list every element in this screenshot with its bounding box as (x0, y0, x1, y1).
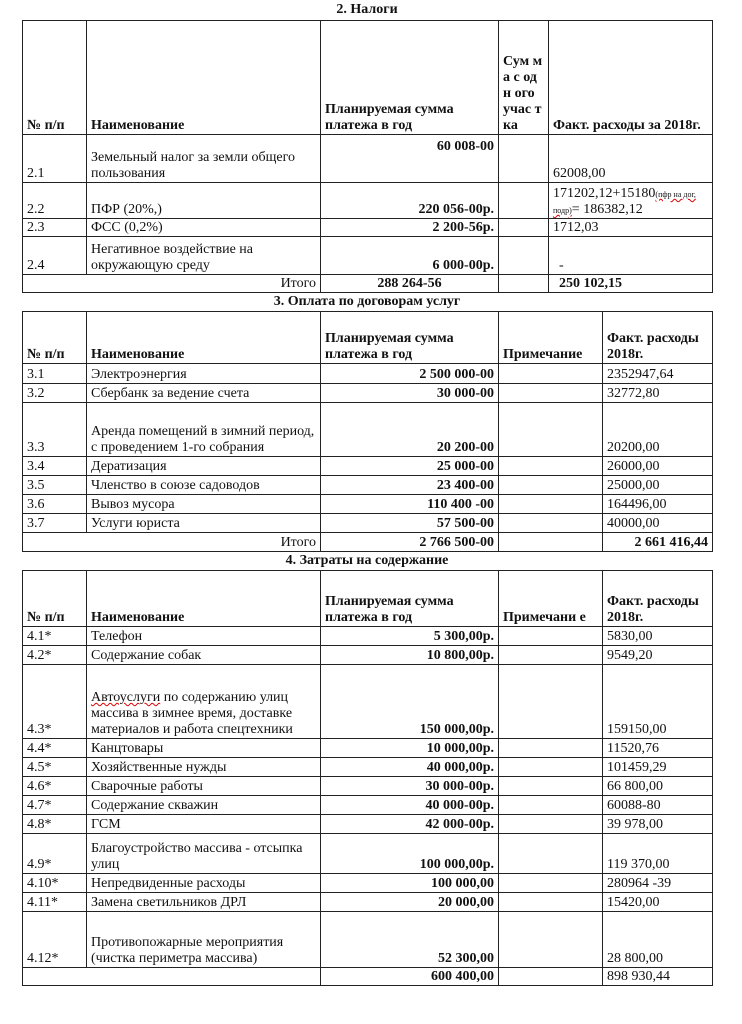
row-per-plot (499, 237, 549, 275)
row-num: 4.2* (23, 646, 87, 665)
row-name: Благоустройство массива - отсыпка улиц (87, 834, 321, 874)
row-note (499, 874, 603, 893)
row-name: Содержание собак (87, 646, 321, 665)
row-plan: 100 000,00р. (321, 834, 499, 874)
table-row (23, 796, 713, 815)
row-num: 4.10* (23, 874, 87, 893)
row-name-part: по содержанию улиц массива в зимнее время, доставке материалов и работа спецтехники (91, 690, 293, 737)
total-label: Итого (23, 533, 321, 552)
table-row (23, 219, 713, 237)
row-plan: 10 000,00р. (321, 739, 499, 758)
total-fact: 898 930,44 (603, 968, 713, 986)
col-header-note: Примечание (499, 312, 603, 364)
row-num: 3.3 (23, 403, 87, 457)
table-row (23, 834, 713, 874)
row-plan: 30 000-00 (321, 384, 499, 403)
table-row (23, 403, 713, 457)
table-row (23, 627, 713, 646)
table-row (23, 758, 713, 777)
col-header-note: Примечани е (499, 571, 603, 627)
row-num: 3.7 (23, 514, 87, 533)
section-2-title: 2. Налоги (336, 2, 398, 17)
row-note (499, 403, 603, 457)
row-plan: 20 200-00 (321, 403, 499, 457)
row-name: Электроэнергия (87, 364, 321, 384)
row-name: ПФР (20%,) (87, 183, 321, 219)
row-fact: 280964 -39 (603, 874, 713, 893)
table-row (23, 646, 713, 665)
col-header-plan: Планируемая сумма платежа в год (321, 312, 499, 364)
row-fact: 9549,20 (603, 646, 713, 665)
row-name: Канцтовары (87, 739, 321, 758)
row-name-part: Автоуслуги (91, 690, 161, 705)
row-note (499, 514, 603, 533)
row-name: Негативное воздействие на окружающую среду (87, 237, 321, 275)
row-plan: 100 000,00 (321, 874, 499, 893)
row-name: Хозяйственные нужды (87, 758, 321, 777)
total-plan: 288 264-56 (321, 275, 499, 293)
row-fact: 20200,00 (603, 403, 713, 457)
row-num: 2.3 (23, 219, 87, 237)
row-note (499, 457, 603, 476)
row-name: ФСС (0,2%) (87, 219, 321, 237)
row-plan: 5 300,00р. (321, 627, 499, 646)
row-fact: 39 978,00 (603, 815, 713, 834)
total-label: Итого (23, 275, 321, 293)
row-plan: 150 000,00р. (321, 665, 499, 739)
total-per-plot (499, 275, 549, 293)
row-plan: 57 500-00 (321, 514, 499, 533)
col-header-name: Наименование (87, 21, 321, 135)
row-fact: 40000,00 (603, 514, 713, 533)
row-num: 3.4 (23, 457, 87, 476)
row-num: 4.7* (23, 796, 87, 815)
row-name: Земельный налог за земли общего пользования (87, 135, 321, 183)
row-per-plot (499, 135, 549, 183)
row-plan: 40 000-00р. (321, 796, 499, 815)
table-row (23, 183, 713, 219)
col-header-fact: Факт. расходы 2018г. (603, 312, 713, 364)
row-num: 4.8* (23, 815, 87, 834)
row-fact: 66 800,00 (603, 777, 713, 796)
row-fact: 2352947,64 (603, 364, 713, 384)
document-page (22, 0, 712, 986)
table-row (23, 237, 713, 275)
row-num: 3.5 (23, 476, 87, 495)
table-header-row (23, 312, 713, 364)
row-name: Сбербанк за ведение счета (87, 384, 321, 403)
row-fact: 119 370,00 (603, 834, 713, 874)
col-header-fact: Факт. расходы за 2018г. (549, 21, 713, 135)
row-fact: - (549, 237, 713, 275)
row-note (499, 646, 603, 665)
col-header-plan: Планируемая сумма платежа в год (321, 21, 499, 135)
row-num: 2.2 (23, 183, 87, 219)
row-name: Сварочные работы (87, 777, 321, 796)
taxes-table (22, 20, 713, 293)
total-row (23, 968, 713, 986)
row-plan: 2 200-56р. (321, 219, 499, 237)
section-4-title: 4. Затраты на содержание (285, 553, 449, 568)
row-note (499, 815, 603, 834)
row-name: Телефон (87, 627, 321, 646)
table-row (23, 384, 713, 403)
row-name: Членство в союзе садоводов (87, 476, 321, 495)
row-note (499, 627, 603, 646)
col-header-num: № п/п (23, 571, 87, 627)
row-num: 4.3* (23, 665, 87, 739)
table-row (23, 476, 713, 495)
row-fact (549, 183, 713, 219)
fact-note: (пфр на дог, подр) (553, 190, 696, 215)
services-table (22, 311, 713, 552)
table-row (23, 815, 713, 834)
row-plan: 40 000,00р. (321, 758, 499, 777)
row-plan: 6 000-00р. (321, 237, 499, 275)
row-name (87, 665, 321, 739)
row-note (499, 796, 603, 815)
row-plan: 110 400 -00 (321, 495, 499, 514)
row-num: 4.11* (23, 893, 87, 912)
row-num: 4.6* (23, 777, 87, 796)
col-header-num: № п/п (23, 21, 87, 135)
row-note (499, 665, 603, 739)
row-plan: 52 300,00 (321, 912, 499, 968)
col-header-per-plot: Сум ма с одн ого учас тка (499, 21, 549, 135)
row-fact: 11520,76 (603, 739, 713, 758)
row-name: Непредвиденные расходы (87, 874, 321, 893)
section-3-title: 3. Оплата по договорам услуг (273, 294, 461, 309)
row-num: 4.4* (23, 739, 87, 758)
table-row (23, 893, 713, 912)
maintenance-table (22, 570, 713, 986)
table-row (23, 514, 713, 533)
total-row (23, 275, 713, 293)
row-note (499, 912, 603, 968)
row-num: 3.2 (23, 384, 87, 403)
fact-part: = 186382,12 (571, 202, 643, 217)
row-per-plot (499, 219, 549, 237)
row-name: Вывоз мусора (87, 495, 321, 514)
row-name: Противопожарные мероприятия (чистка периметра массива) (87, 912, 321, 968)
row-num: 4.12* (23, 912, 87, 968)
row-note (499, 739, 603, 758)
row-fact: 32772,80 (603, 384, 713, 403)
row-note (499, 384, 603, 403)
row-fact: 62008,00 (549, 135, 713, 183)
row-note (499, 758, 603, 777)
col-header-num: № п/п (23, 312, 87, 364)
table-row (23, 777, 713, 796)
row-num: 4.1* (23, 627, 87, 646)
total-note (499, 968, 603, 986)
row-note (499, 495, 603, 514)
total-row (23, 533, 713, 552)
row-num: 4.5* (23, 758, 87, 777)
row-fact: 28 800,00 (603, 912, 713, 968)
row-fact: 15420,00 (603, 893, 713, 912)
col-header-plan: Планируемая сумма платежа в год (321, 571, 499, 627)
row-name: ГСМ (87, 815, 321, 834)
row-name: Содержание скважин (87, 796, 321, 815)
row-plan: 60 008-00 (321, 135, 499, 183)
row-plan: 2 500 000-00 (321, 364, 499, 384)
table-header-row (23, 571, 713, 627)
row-note (499, 476, 603, 495)
col-header-name: Наименование (87, 571, 321, 627)
row-note (499, 777, 603, 796)
table-row (23, 665, 713, 739)
row-fact: 159150,00 (603, 665, 713, 739)
row-plan: 220 056-00р. (321, 183, 499, 219)
row-plan: 30 000-00р. (321, 777, 499, 796)
row-fact: 5830,00 (603, 627, 713, 646)
table-row (23, 457, 713, 476)
col-header-name: Наименование (87, 312, 321, 364)
col-header-fact: Факт. расходы 2018г. (603, 571, 713, 627)
row-num: 4.9* (23, 834, 87, 874)
total-plan: 2 766 500-00 (321, 533, 499, 552)
total-note (499, 533, 603, 552)
row-note (499, 364, 603, 384)
row-note (499, 834, 603, 874)
row-num: 3.1 (23, 364, 87, 384)
row-num: 3.6 (23, 495, 87, 514)
table-row (23, 495, 713, 514)
table-row (23, 135, 713, 183)
table-row (23, 739, 713, 758)
row-note (499, 893, 603, 912)
row-name: Услуги юриста (87, 514, 321, 533)
row-num: 2.1 (23, 135, 87, 183)
row-name: Аренда помещений в зимний период, с проведением 1-го собрания (87, 403, 321, 457)
table-header-row (23, 21, 713, 135)
total-fact: 250 102,15 (549, 275, 713, 293)
row-plan: 10 800,00р. (321, 646, 499, 665)
total-label (23, 968, 321, 986)
row-fact: 26000,00 (603, 457, 713, 476)
row-plan: 42 000-00р. (321, 815, 499, 834)
total-plan: 600 400,00 (321, 968, 499, 986)
row-fact: 25000,00 (603, 476, 713, 495)
row-plan: 23 400-00 (321, 476, 499, 495)
row-fact: 1712,03 (549, 219, 713, 237)
row-fact: 101459,29 (603, 758, 713, 777)
row-name: Замена светильников ДРЛ (87, 893, 321, 912)
table-row (23, 874, 713, 893)
row-plan: 25 000-00 (321, 457, 499, 476)
total-fact: 2 661 416,44 (603, 533, 713, 552)
row-num: 2.4 (23, 237, 87, 275)
row-name: Дератизация (87, 457, 321, 476)
table-row (23, 364, 713, 384)
fact-part: 171202,12+15180 (553, 186, 656, 201)
row-fact: 164496,00 (603, 495, 713, 514)
row-fact: 60088-80 (603, 796, 713, 815)
table-row (23, 912, 713, 968)
row-per-plot (499, 183, 549, 219)
row-plan: 20 000,00 (321, 893, 499, 912)
